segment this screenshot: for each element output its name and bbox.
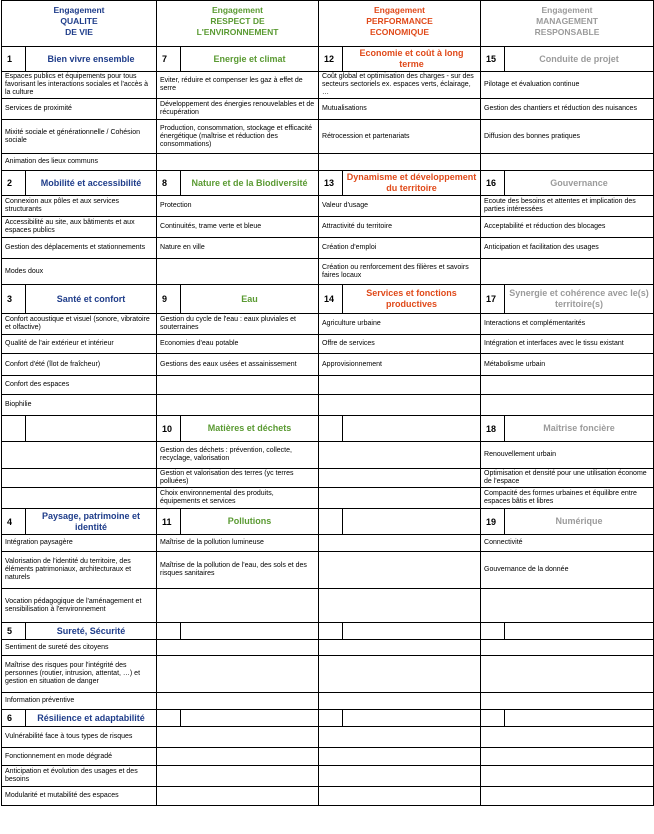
theme-number: 19	[481, 509, 505, 535]
theme-number: 12	[319, 47, 343, 72]
theme-title	[343, 509, 481, 535]
criteria-cell	[157, 259, 319, 285]
criteria-cell: Services de proximité	[2, 99, 157, 120]
theme-title	[181, 623, 319, 640]
theme-title	[343, 416, 481, 442]
header-respect-environnement	[157, 1, 319, 47]
header-line: Engagement	[374, 5, 426, 15]
criteria-cell	[157, 376, 319, 395]
criteria-cell	[157, 656, 319, 693]
theme-number: 14	[319, 285, 343, 314]
theme-title: Sureté, Sécurité	[26, 623, 157, 640]
theme-title-row	[2, 285, 654, 314]
theme-title-row	[2, 171, 654, 196]
criteria-cell: Modularité et mutabilité des espaces	[2, 787, 157, 806]
criteria-cell	[157, 154, 319, 171]
criteria-cell	[481, 395, 654, 416]
criteria-cell: Anticipation et évolution des usages et des besoins	[2, 766, 157, 787]
criteria-cell	[319, 552, 481, 589]
theme-number: 7	[157, 47, 181, 72]
criteria-cell	[481, 766, 654, 787]
theme-title-row	[2, 416, 654, 442]
theme-number: 8	[157, 171, 181, 196]
theme-title: Bien vivre ensemble	[26, 47, 157, 72]
criteria-cell: Maîtrise de la pollution de l'eau, des sols et des risques sanitaires	[157, 552, 319, 589]
criteria-cell: Qualité de l'air extérieur et intérieur	[2, 335, 157, 354]
criteria-cell: Ecoute des besoins et attentes et implication des parties intéressées	[481, 196, 654, 217]
header-line: MANAGEMENT	[536, 16, 598, 26]
theme-title	[343, 710, 481, 727]
theme-number: 5	[2, 623, 26, 640]
criteria-cell: Maîtrise des risques pour l'intégrité des personnes (routier, intrusion, attentat, …) et gestion en situation de danger	[2, 656, 157, 693]
criteria-cell: Vocation pédagogique de l'aménagement et sensibilisation à l'environnement	[2, 589, 157, 623]
criteria-row	[2, 238, 654, 259]
theme-title	[505, 623, 654, 640]
criteria-cell	[481, 640, 654, 656]
criteria-cell: Optimisation et densité pour une utilisation économe de l'espace	[481, 469, 654, 488]
criteria-cell	[157, 395, 319, 416]
criteria-cell	[319, 693, 481, 710]
theme-number: 15	[481, 47, 505, 72]
criteria-row	[2, 354, 654, 376]
criteria-cell: Gestion du cycle de l'eau : eaux pluviales et souterraines	[157, 314, 319, 335]
criteria-row	[2, 335, 654, 354]
theme-title: Dynamisme et développement du territoire	[343, 171, 481, 196]
criteria-cell: Vulnérabilité face à tous types de risques	[2, 727, 157, 748]
criteria-cell: Fonctionnement en mode dégradé	[2, 748, 157, 766]
criteria-cell	[319, 442, 481, 469]
criteria-cell: Connexion aux pôles et aux services structurants	[2, 196, 157, 217]
criteria-cell	[319, 787, 481, 806]
criteria-row	[2, 395, 654, 416]
criteria-cell: Modes doux	[2, 259, 157, 285]
criteria-cell: Espaces publics et équipements pour tous favorisant les interactions sociales et l'accès à la culture	[2, 72, 157, 99]
criteria-row	[2, 589, 654, 623]
criteria-cell: Confort acoustique et visuel (sonore, vibratoire et olfactive)	[2, 314, 157, 335]
theme-number	[2, 416, 26, 442]
header-line: ECONOMIQUE	[370, 27, 430, 37]
theme-number	[481, 623, 505, 640]
theme-title-row	[2, 710, 654, 727]
theme-title: Pollutions	[181, 509, 319, 535]
theme-title: Santé et confort	[26, 285, 157, 314]
theme-title: Gouvernance	[505, 171, 654, 196]
criteria-row	[2, 72, 654, 99]
criteria-row	[2, 442, 654, 469]
criteria-cell: Création ou renforcement des filières et savoirs faires locaux	[319, 259, 481, 285]
theme-title	[505, 710, 654, 727]
criteria-cell	[481, 656, 654, 693]
theme-number	[157, 710, 181, 727]
criteria-cell	[2, 442, 157, 469]
criteria-cell	[319, 589, 481, 623]
criteria-cell: Valorisation de l'identité du territoire, des éléments patrimoniaux, architecturaux et naturels	[2, 552, 157, 589]
criteria-cell	[157, 640, 319, 656]
criteria-row	[2, 99, 654, 120]
criteria-cell	[157, 748, 319, 766]
criteria-cell: Maîtrise de la pollution lumineuse	[157, 535, 319, 552]
criteria-cell: Diffusion des bonnes pratiques	[481, 120, 654, 154]
criteria-cell	[481, 154, 654, 171]
theme-number	[319, 623, 343, 640]
criteria-cell	[481, 787, 654, 806]
criteria-cell	[319, 766, 481, 787]
criteria-cell: Gestions des eaux usées et assainissement	[157, 354, 319, 376]
criteria-cell: Gouvernance de la donnée	[481, 552, 654, 589]
criteria-cell: Production, consommation, stockage et efficacité énergétique (maîtrise et réduction des consommations)	[157, 120, 319, 154]
theme-title: Résilience et adaptabilité	[26, 710, 157, 727]
criteria-cell	[2, 488, 157, 509]
engagement-matrix-table	[1, 0, 654, 806]
theme-number	[319, 509, 343, 535]
theme-number: 3	[2, 285, 26, 314]
header-line: RESPONSABLE	[534, 27, 600, 37]
criteria-row	[2, 787, 654, 806]
criteria-cell: Confort des espaces	[2, 376, 157, 395]
theme-number: 9	[157, 285, 181, 314]
criteria-cell	[319, 488, 481, 509]
criteria-cell: Continuités, trame verte et bleue	[157, 217, 319, 238]
criteria-cell: Gestion et valorisation des terres (yc terres polluées)	[157, 469, 319, 488]
header-qualite-de-vie	[2, 1, 157, 47]
criteria-cell	[157, 766, 319, 787]
criteria-cell	[481, 259, 654, 285]
criteria-cell: Connectivité	[481, 535, 654, 552]
theme-title: Nature et de la Biodiversité	[181, 171, 319, 196]
theme-title	[26, 416, 157, 442]
criteria-cell: Création d'emploi	[319, 238, 481, 259]
criteria-cell	[157, 589, 319, 623]
criteria-row	[2, 693, 654, 710]
criteria-cell	[481, 748, 654, 766]
criteria-cell: Gestion des chantiers et réduction des nuisances	[481, 99, 654, 120]
criteria-cell	[481, 693, 654, 710]
header-line: QUALITE	[60, 16, 98, 26]
criteria-cell: Métabolisme urbain	[481, 354, 654, 376]
criteria-cell	[2, 469, 157, 488]
criteria-cell	[319, 748, 481, 766]
theme-number: 16	[481, 171, 505, 196]
criteria-cell	[319, 469, 481, 488]
criteria-row	[2, 552, 654, 589]
criteria-cell: Protection	[157, 196, 319, 217]
theme-title: Energie et climat	[181, 47, 319, 72]
theme-title: Maîtrise foncière	[505, 416, 654, 442]
header-performance-economique	[319, 1, 481, 47]
criteria-cell: Choix environnemental des produits, équipements et services	[157, 488, 319, 509]
theme-title-row	[2, 47, 654, 72]
header-line: Engagement	[541, 5, 593, 15]
criteria-cell: Gestion des déchets : prévention, collecte, recyclage, valorisation	[157, 442, 319, 469]
criteria-cell	[319, 154, 481, 171]
criteria-cell	[481, 589, 654, 623]
criteria-cell: Economies d'eau potable	[157, 335, 319, 354]
theme-number: 17	[481, 285, 505, 314]
header-management-responsable	[481, 1, 654, 47]
criteria-cell: Coût global et optimisation des charges - sur des secteurs sectoriels ex. espaces verts, éclairage, …	[319, 72, 481, 99]
criteria-cell	[319, 535, 481, 552]
theme-number: 4	[2, 509, 26, 535]
criteria-cell: Valeur d'usage	[319, 196, 481, 217]
criteria-row	[2, 488, 654, 509]
criteria-cell	[157, 693, 319, 710]
theme-title: Conduite de projet	[505, 47, 654, 72]
criteria-row	[2, 535, 654, 552]
criteria-cell: Agriculture urbaine	[319, 314, 481, 335]
criteria-cell: Mutualisations	[319, 99, 481, 120]
criteria-cell: Confort d'été (îlot de fraîcheur)	[2, 354, 157, 376]
criteria-row	[2, 259, 654, 285]
criteria-cell	[319, 640, 481, 656]
criteria-cell: Acceptabilité et réduction des blocages	[481, 217, 654, 238]
criteria-cell	[481, 376, 654, 395]
theme-number: 2	[2, 171, 26, 196]
header-line: Engagement	[53, 5, 105, 15]
theme-title: Eau	[181, 285, 319, 314]
theme-title-row	[2, 623, 654, 640]
theme-title	[181, 710, 319, 727]
theme-title: Economie et coût à long terme	[343, 47, 481, 72]
theme-number: 10	[157, 416, 181, 442]
theme-number: 13	[319, 171, 343, 196]
criteria-row	[2, 640, 654, 656]
theme-number	[319, 710, 343, 727]
criteria-cell: Développement des énergies renouvelables et de récupération	[157, 99, 319, 120]
criteria-row	[2, 196, 654, 217]
theme-number	[157, 623, 181, 640]
criteria-cell: Interactions et complémentarités	[481, 314, 654, 335]
theme-title: Mobilité et accessibilité	[26, 171, 157, 196]
criteria-cell: Compacité des formes urbaines et équilibre entre espaces bâtis et libres	[481, 488, 654, 509]
criteria-row	[2, 469, 654, 488]
criteria-row	[2, 748, 654, 766]
theme-number: 11	[157, 509, 181, 535]
criteria-cell: Animation des lieux communs	[2, 154, 157, 171]
criteria-cell	[157, 787, 319, 806]
criteria-row	[2, 376, 654, 395]
criteria-cell: Biophilie	[2, 395, 157, 416]
header-line: Engagement	[212, 5, 264, 15]
header-row	[2, 1, 654, 47]
header-line: DE VIE	[65, 27, 93, 37]
criteria-cell: Intégration paysagère	[2, 535, 157, 552]
theme-number: 6	[2, 710, 26, 727]
header-line: L'ENVIRONNEMENT	[196, 27, 279, 37]
criteria-row	[2, 656, 654, 693]
criteria-row	[2, 727, 654, 748]
criteria-cell: Renouvellement urbain	[481, 442, 654, 469]
criteria-cell: Intégration et interfaces avec le tissu existant	[481, 335, 654, 354]
header-line: RESPECT DE	[210, 16, 265, 26]
criteria-cell	[319, 727, 481, 748]
theme-number	[481, 710, 505, 727]
criteria-cell	[319, 376, 481, 395]
criteria-row	[2, 217, 654, 238]
criteria-cell: Pilotage et évaluation continue	[481, 72, 654, 99]
criteria-cell: Rétrocession et partenariats	[319, 120, 481, 154]
theme-title: Matières et déchets	[181, 416, 319, 442]
criteria-cell: Offre de services	[319, 335, 481, 354]
theme-title: Services et fonctions productives	[343, 285, 481, 314]
criteria-row	[2, 154, 654, 171]
criteria-cell: Eviter, réduire et compenser les gaz à effet de serre	[157, 72, 319, 99]
criteria-cell: Accessibilité au site, aux bâtiments et aux espaces publics	[2, 217, 157, 238]
criteria-cell	[319, 395, 481, 416]
criteria-row	[2, 766, 654, 787]
criteria-cell: Approvisionnement	[319, 354, 481, 376]
criteria-cell: Gestion des déplacements et stationnements	[2, 238, 157, 259]
theme-title: Synergie et cohérence avec le(s) territoire(s)	[505, 285, 654, 314]
theme-title: Numérique	[505, 509, 654, 535]
criteria-cell: Sentiment de sureté des citoyens	[2, 640, 157, 656]
criteria-cell: Mixité sociale et générationnelle / Cohésion sociale	[2, 120, 157, 154]
theme-title	[343, 623, 481, 640]
criteria-cell	[319, 656, 481, 693]
criteria-cell: Anticipation et facilitation des usages	[481, 238, 654, 259]
criteria-cell	[481, 727, 654, 748]
criteria-cell: Attractivité du territoire	[319, 217, 481, 238]
theme-number: 1	[2, 47, 26, 72]
theme-title-row	[2, 509, 654, 535]
criteria-cell: Nature en ville	[157, 238, 319, 259]
criteria-cell: Information préventive	[2, 693, 157, 710]
theme-number	[319, 416, 343, 442]
theme-number: 18	[481, 416, 505, 442]
theme-title: Paysage, patrimoine et identité	[26, 509, 157, 535]
criteria-cell	[157, 727, 319, 748]
criteria-row	[2, 120, 654, 154]
criteria-row	[2, 314, 654, 335]
header-line: PERFORMANCE	[366, 16, 433, 26]
